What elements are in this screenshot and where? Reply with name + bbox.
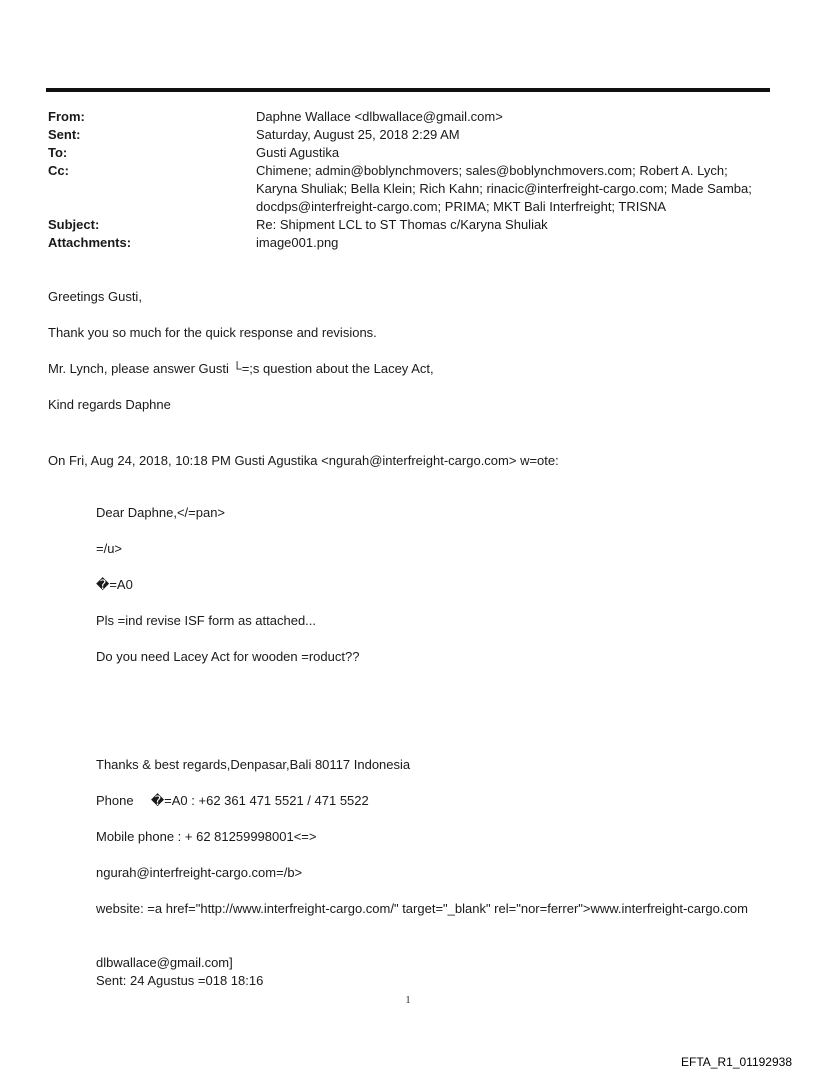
header-divider	[46, 88, 770, 92]
subject-row	[48, 216, 768, 234]
phone-value: �=A0 : +62 361 471 5521 / 471 5522	[150, 793, 369, 808]
sent-value: Saturday, August 25, 2018 2:29 AM	[256, 127, 460, 142]
quoted-from-addr: dlbwallace@gmail.com]	[96, 955, 233, 970]
quoted-a0: �=A0	[96, 577, 133, 592]
from-value: Daphne Wallace <dlbwallace@gmail.com>	[256, 109, 503, 124]
quoted-email: ngurah@interfreight-cargo.com=/b>	[96, 865, 303, 880]
to-label: To:	[48, 145, 68, 160]
subject-value: Re: Shipment LCL to ST Thomas c/Karyna Shuliak	[256, 217, 548, 232]
page-number: 1	[405, 995, 411, 1006]
quoted-intro: On Fri, Aug 24, 2018, 10:18 PM Gusti Agustika <ngurah@interfreight-cargo.com> w=ote:	[48, 453, 559, 468]
cc-row	[48, 162, 768, 216]
quoted-thanks: Thanks & best regards,Denpasar,Bali 80117 Indonesia	[96, 757, 411, 772]
from-row	[48, 108, 768, 126]
message-line-2: Mr. Lynch, please answer Gusti └=;s question about the Lacey Act,	[48, 361, 434, 376]
cc-label: Cc:	[48, 163, 69, 178]
attachments-row	[48, 234, 768, 252]
cc-line-2: Karyna Shuliak; Bella Klein; Rich Kahn; rinacic@interfreight-cargo.com; Made Samba;	[256, 181, 752, 196]
greeting: Greetings Gusti,	[48, 289, 142, 304]
sent-label: Sent:	[48, 127, 81, 142]
message-line-1: Thank you so much for the quick response and revisions.	[48, 325, 377, 340]
attachments-value: image001.png	[256, 235, 339, 250]
quoted-website: website: =a href="http://www.interfreight-cargo.com/" target="_blank" rel="nor=ferrer">www.interfreight-cargo.com	[96, 901, 748, 916]
cc-line-1: Chimene; admin@boblynchmovers; sales@boblynchmovers.com; Robert A. Lych;	[256, 163, 728, 178]
quoted-u-tag: =/u>	[96, 541, 123, 556]
phone-label: Phone	[96, 793, 134, 808]
cc-value	[256, 162, 768, 216]
to-row	[48, 144, 768, 162]
quoted-lacey: Do you need Lacey Act for wooden =roduct??	[96, 649, 360, 664]
subject-label: Subject:	[48, 217, 100, 232]
from-label: From:	[48, 109, 85, 124]
to-value: Gusti Agustika	[256, 145, 340, 160]
signoff: Kind regards Daphne	[48, 397, 171, 412]
quoted-sent-line: Sent: 24 Agustus =018 18:16	[96, 973, 264, 988]
email-header	[48, 108, 768, 252]
quoted-phone	[96, 792, 776, 810]
attachments-label: Attachments:	[48, 235, 132, 250]
sent-row	[48, 126, 768, 144]
cc-line-3: docdps@interfreight-cargo.com; PRIMA; MKT Bali Interfreight; TRISNA	[256, 199, 667, 214]
quoted-pls: Pls =ind revise ISF form as attached...	[96, 613, 317, 628]
quoted-dear: Dear Daphne,</=pan>	[96, 505, 226, 520]
quoted-mobile: Mobile phone : + 62 81259998001<=>	[96, 829, 317, 844]
document-id: EFTA_R1_01192938	[681, 1055, 792, 1069]
